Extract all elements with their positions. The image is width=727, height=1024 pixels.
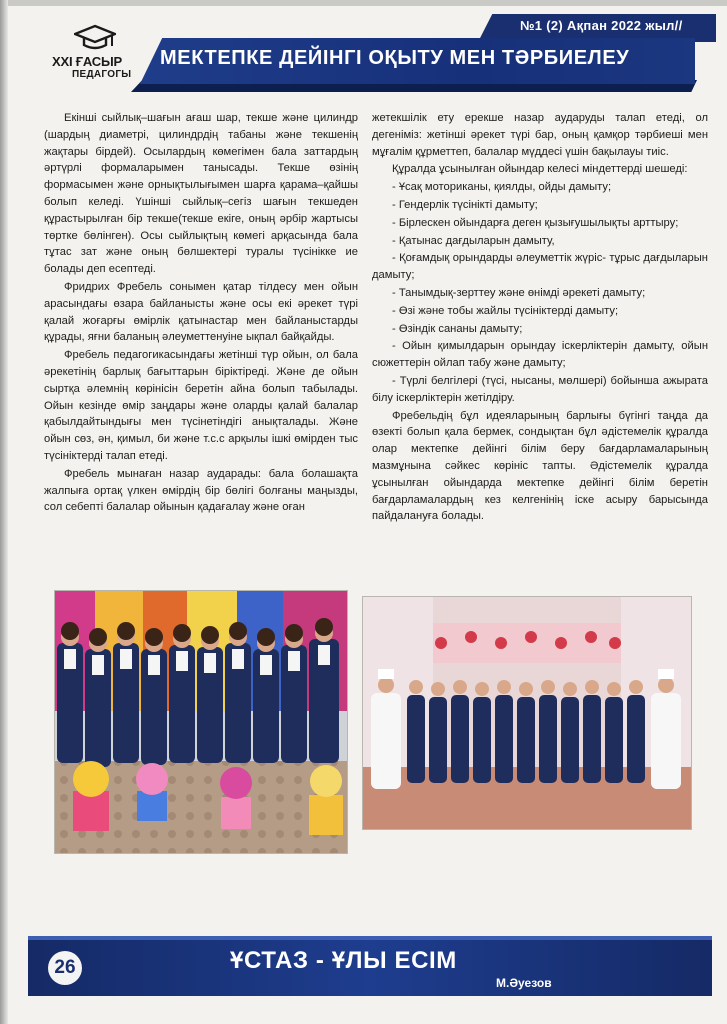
list-item: - Өзі және тобы жайлы түсініктерді дамыту; [392,304,619,317]
graduation-cap-icon [74,24,116,52]
list-item: - Бірлескен ойындарға деген қызығушылықты арттыру; [392,216,679,229]
teachers-group-photo-illustration [55,591,347,853]
photo-staff-group [362,596,692,830]
magazine-logo [52,24,148,86]
list-item: - Қоғамдық орындарды әлеуметтік жүріс- тұрыс дағдыларын дамыту; [372,252,708,282]
paragraph: Екінші сыйлық–шағын ағаш шар, текше және цилиндр (шардың диаметрі, цилиндрдің табаны және текшенің жақтары бірдей). Осылардың көмегімен бала заттардың әртүрлі формаларымен танысады. Текше өзінің формасымен және орнықтылығымен шарға қарама–қайшы болып келеді. Үшінші сыйлық–сегіз шағын текшеден құрастырылған бір текше(текше екіге, оның әрбір жартысы төртке бөлінген). Осы сыйлықтың көмегі арқасында бала тұтас зат және оның бөлшектері туралы түсінікке ие болады деп есептеді. [44,112,358,276]
scan-edge-left [0,0,8,1024]
paragraph: Фребельдің бұл идеяларының барлығы бүгінгі таңда да өзекті болып қала бермек, сондықтан бұл әдістемелік құралда олар мектепке дейінгі білім беру бағдарламаларының мазмұнына сәйкес көрініс тапты. Әдістемелік құралда ұсынылған ойындарда мектепке дейінгі білім беретін бағдарламалардың кез келгенінің іске асыру барысында пайдалануға болады. [372,409,708,523]
section-title: МЕКТЕПКЕ ДЕЙІНГІ ОҚЫТУ МЕН ТӘРБИЕЛЕУ [160,47,630,69]
list-item: - Ойын қимылдарын орындау іскерліктерін дамыту, ойын сюжеттерін ойлап табу және дамыту; [372,340,708,370]
logo-subtitle: ПЕДАГОГЫ [72,69,132,80]
paragraph: жетекшілік ету ерекше назар аударуды талап етеді, ол дегеніміз: жетінші әрекет түрі бар, оның қамқор тәрбиеші мен мұғалім құрметтеп, балалар мүддесі үшін бақылауы тиіс. [372,112,708,158]
list-item: - Ұсақ моториканы, қиялды, ойды дамыту; [392,181,612,194]
right-text-column [372,110,708,526]
list-item: - Өзіндік сананы дамыту; [392,322,523,335]
tasks-intro: Құралда ұсынылған ойындар келесі міндеттерді шешеді: [392,163,688,176]
paragraph: Фридрих Фребель сонымен қатар тілдесу мен ойын арасындағы өзара байланысты және осы екі әрекет түрі қалай жоғарғы өмірлік қатынастар мен байланыстарды құрады, яғни баланың әлеуметтенуіне ықпал байқайды. [44,280,358,344]
logo-title: XXI ҒАСЫР [52,54,122,69]
left-text-column [44,110,358,517]
list-item: - Қатынас дағдыларын дамыту, [392,234,555,247]
list-item: - Гендерлік түсінікті дамыту; [392,198,538,211]
list-item: - Танымдық-зерттеу және өнімді әрекеті дамыту; [392,286,646,299]
footer-quote: ҰСТАЗ - ҰЛЫ ЕСІМ [230,947,457,974]
list-item: - Түрлі белгілері (түсі, нысаны, мөлшері) бойынша ажырата білу іскерліктерін жетілдіру. [372,374,708,404]
paragraph: Фребель мынаған назар аударады: бала болашақта жалпыға ортақ үлкен өмірдің бір бөлігі болғаны маңызды, сол себепті балалар ойынын қадағалау және оған [44,467,358,514]
page-number: 26 [48,951,82,985]
photo-teachers-group [54,590,348,854]
paragraph: Фребель педагогикасындағы жетінші түр ойын, ол бала әрекетінің барлық бағыттарын біріктіреді. Және де ойын сыртқа әлемнің көрінісін беретін айна болып табылады. Ойын кезінде өмір заңдары және оларды қалай балалар қабылдайтындығы мен түсінетіндігі анықталады. Және ойын сөз, ән, қимыл, би және т.с.с арқылы ішкі өмірден тыс түсініктерді талап етеді. [44,349,358,462]
staff-group-photo-illustration [363,597,691,829]
footer-author: М.Әуезов [496,976,552,990]
issue-label: №1 (2) Ақпан 2022 жыл// [520,18,683,33]
scan-edge-top [0,0,727,6]
